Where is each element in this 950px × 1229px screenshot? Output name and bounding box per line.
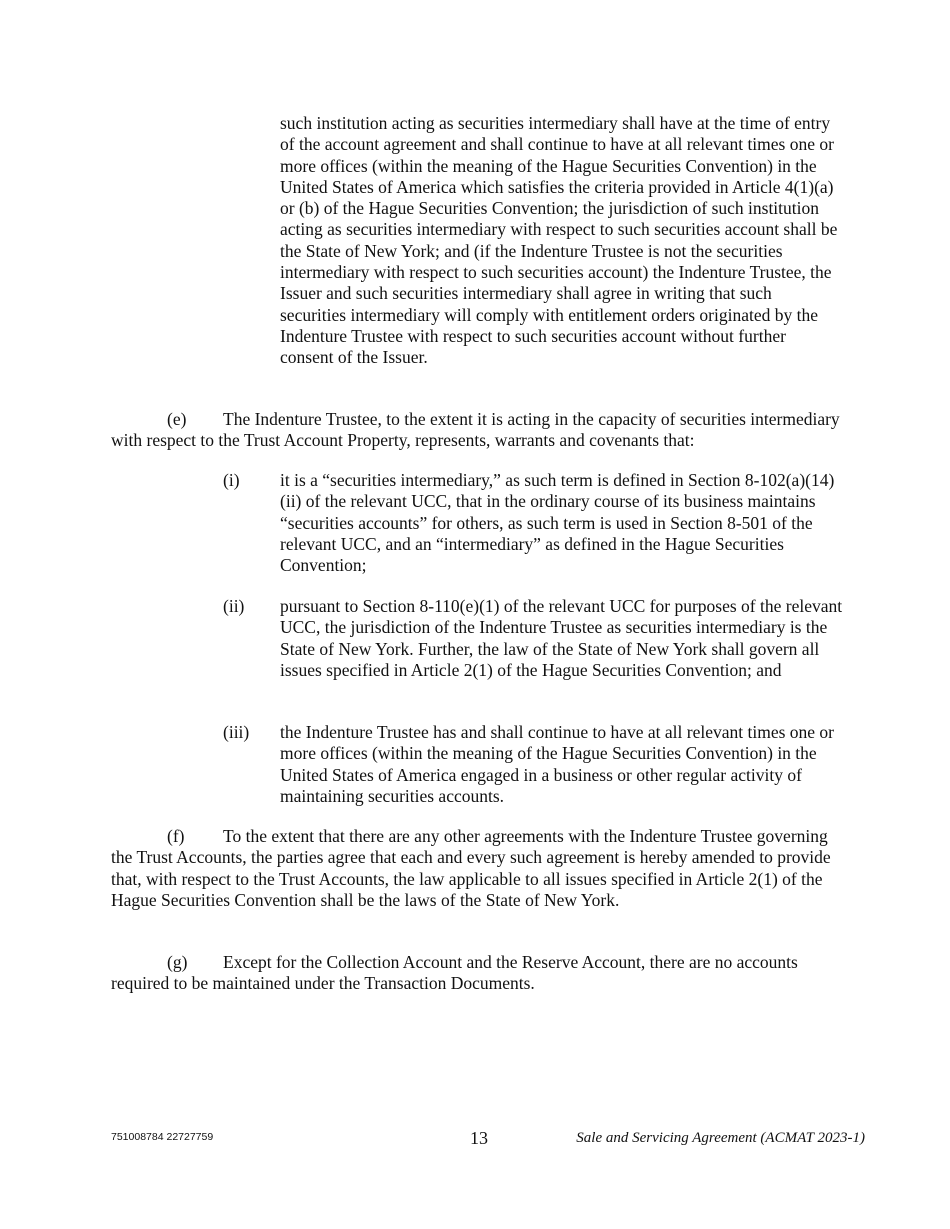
paragraph-f-text: To the extent that there are any other agreements with the Indenture Trustee governing the Trust Accounts, the parties agree that each and every such agreement is hereby amended to provide that, with respect to the Trust Accounts, the law applicable to all issues specified in Article 2(1) of the Hague Securities Convention shall be the laws of the State of New York.: [111, 826, 831, 910]
subitem-iii-text: the Indenture Trustee has and shall continue to have at all relevant times one or more offices (within the meaning of the Hague Securities Convention) in the United States of America engaged in a business or other regular activity of maintaining securities accounts.: [280, 722, 835, 806]
footer-page-number: 13: [470, 1128, 488, 1148]
paragraph-f: [111, 826, 841, 911]
footer-document-title: Sale and Servicing Agreement (ACMAT 2023-1): [576, 1130, 865, 1146]
paragraph-f-label: (f): [167, 826, 185, 846]
subitem-ii-number: (ii): [223, 596, 245, 616]
subitem-i-text: it is a “securities intermediary,” as such term is defined in Section 8-102(a)(14)(ii) of the relevant UCC, that in the ordinary course of its business maintains “securities accounts” for others, as such term is used in Section 8-501 of the relevant UCC, and an “intermediary” as defined in the Hague Securities Convention;: [280, 470, 835, 576]
paragraph-g-text: Except for the Collection Account and the Reserve Account, there are no accounts required to be maintained under the Transaction Documents.: [111, 952, 798, 994]
subitem-i-number: (i): [223, 470, 240, 490]
paragraph-g-label: (g): [167, 952, 188, 972]
subitem-ii: [223, 596, 843, 681]
subitem-iii-number: (iii): [223, 722, 250, 742]
paragraph-e-label: (e): [167, 409, 187, 429]
paragraph-e-text: The Indenture Trustee, to the extent it is acting in the capacity of securities intermediary with respect to the Trust Account Property, represents, warrants and covenants that:: [111, 409, 840, 451]
footer-document-id: 751008784 22727759: [111, 1131, 214, 1143]
paragraph-g: [111, 952, 841, 995]
continuation-paragraph: such institution acting as securities intermediary shall have at the time of entry of the account agreement and shall continue to have at all relevant times one or more offices (within the meaning of the Hague Securities Convention) in the United States of America which satisfies the criteria provided in Article 4(1)(a) or (b) of the Hague Securities Convention; the jurisdiction of such institution acting as securities intermediary with respect to such securities account shall be the State of New York; and (if the Indenture Trustee is not the securities intermediary with respect to such securities account) the Indenture Trustee, the Issuer and such securities intermediary shall agree in writing that such securities intermediary will comply with entitlement orders originated by the Indenture Trustee with respect to such securities account without further consent of the Issuer.: [280, 113, 838, 368]
subitem-i: [223, 470, 843, 576]
subitem-iii: [223, 722, 843, 807]
subitem-ii-text: pursuant to Section 8-110(e)(1) of the relevant UCC for purposes of the relevant UCC, the jurisdiction of the Indenture Trustee as securities intermediary is the State of New York. Further, the law of the State of New York shall govern all issues specified in Article 2(1) of the Hague Securities Convention; and: [280, 596, 843, 680]
paragraph-e: [111, 409, 841, 452]
